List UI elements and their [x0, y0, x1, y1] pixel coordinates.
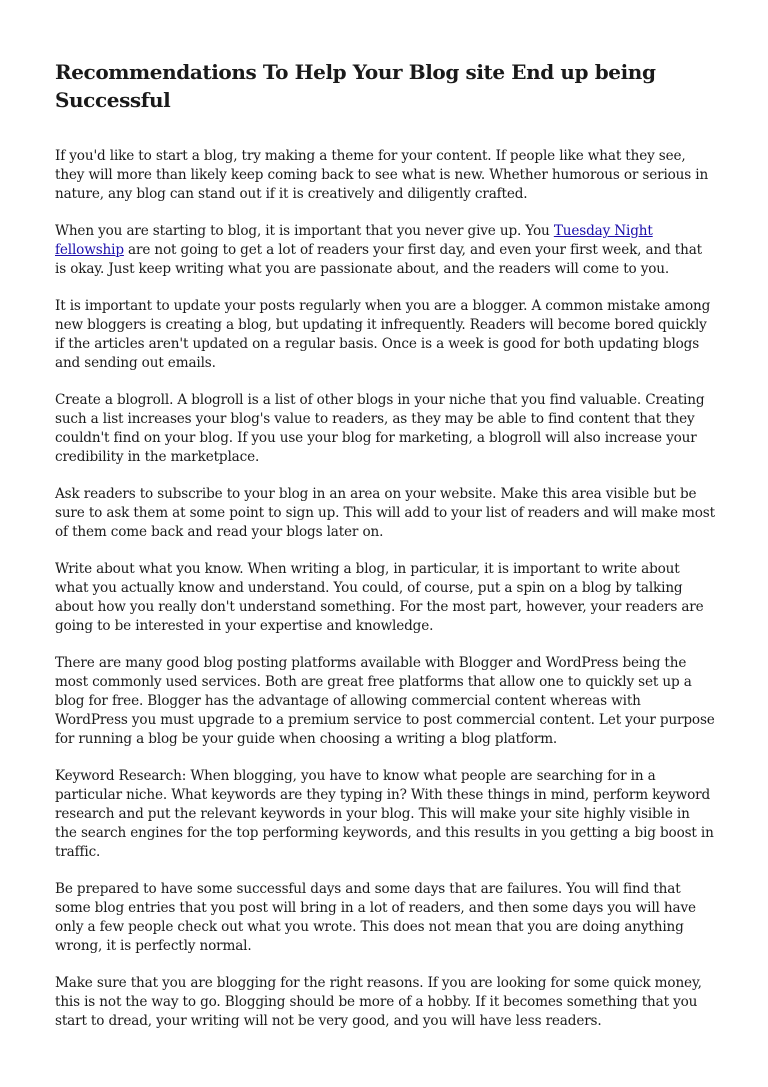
paragraph-5: Ask readers to subscribe to your blog in an area on your website. Make this area visible but be sure to ask them at some point to sign up. This will add to your list of readers and will make most of them come back and read your blogs later on. — [55, 486, 715, 540]
document-page — [55, 58, 715, 1049]
paragraph-4: Create a blogroll. A blogroll is a list of other blogs in your niche that you find valuable. Creating such a list increases your blog's value to readers, as they may be able to find content that they couldn't find on your blog. If you use your blog for marketing, a blogroll will also increase your credibility in the marketplace. — [55, 392, 705, 465]
paragraph-2 — [55, 222, 715, 279]
paragraph-9: Be prepared to have some successful days and some days that are failures. You will find that some blog entries that you post will bring in a lot of readers, and then some days you will have only a few people check out what you wrote. This does not mean that you are doing anything wrong, it is perfectly normal. — [55, 881, 696, 954]
paragraph-2-text-before: When you are starting to blog, it is important that you never give up. You — [55, 223, 554, 239]
paragraph-10: Make sure that you are blogging for the right reasons. If you are looking for some quick money, this is not the way to go. Blogging should be more of a hobby. If it becomes something that you start to dread, your writing will not be very good, and you will have less readers. — [55, 975, 702, 1029]
paragraph-8: Keyword Research: When blogging, you have to know what people are searching for in a particular niche. What keywords are they typing in? With these things in mind, perform keyword research and put the relevant keywords in your blog. This will make your site highly visible in the search engines for the top performing keywords, and this results in you getting a big boost in traffic. — [55, 768, 714, 860]
paragraph-3: It is important to update your posts regularly when you are a blogger. A common mistake among new bloggers is creating a blog, but updating it infrequently. Readers will become bored quickly if the articles aren't updated on a regular basis. Once is a week is good for both updating blogs and sending out emails. — [55, 298, 711, 371]
paragraph-2-text-after: are not going to get a lot of readers your first day, and even your first week, and that is okay. Just keep writing what you are passionate about, and the readers will come to you. — [55, 242, 702, 277]
paragraph-1: If you'd like to start a blog, try making a theme for your content. If people like what they see, they will more than likely keep coming back to see what is new. Whether humorous or serious in nature, any blog can stand out if it is creatively and diligently crafted. — [55, 148, 709, 202]
document-title: Recommendations To Help Your Blog site End up being Successful — [55, 60, 656, 112]
paragraph-6: Write about what you know. When writing a blog, in particular, it is important to write about what you actually know and understand. You could, of course, put a spin on a blog by talking about how you really don't understand something. For the most part, however, your readers are going to be interested in your expertise and knowledge. — [55, 561, 704, 634]
paragraph-7: There are many good blog posting platforms available with Blogger and WordPress being the most commonly used services. Both are great free platforms that allow one to quickly set up a blog for free. Blogger has the advantage of allowing commercial content whereas with WordPress you must upgrade to a premium service to post commercial content. Let your purpose for running a blog be your guide when choosing a writing a blog platform. — [55, 655, 715, 747]
tuesday-night-fellowship-link[interactable]: Tuesday Night fellowship — [55, 223, 653, 258]
